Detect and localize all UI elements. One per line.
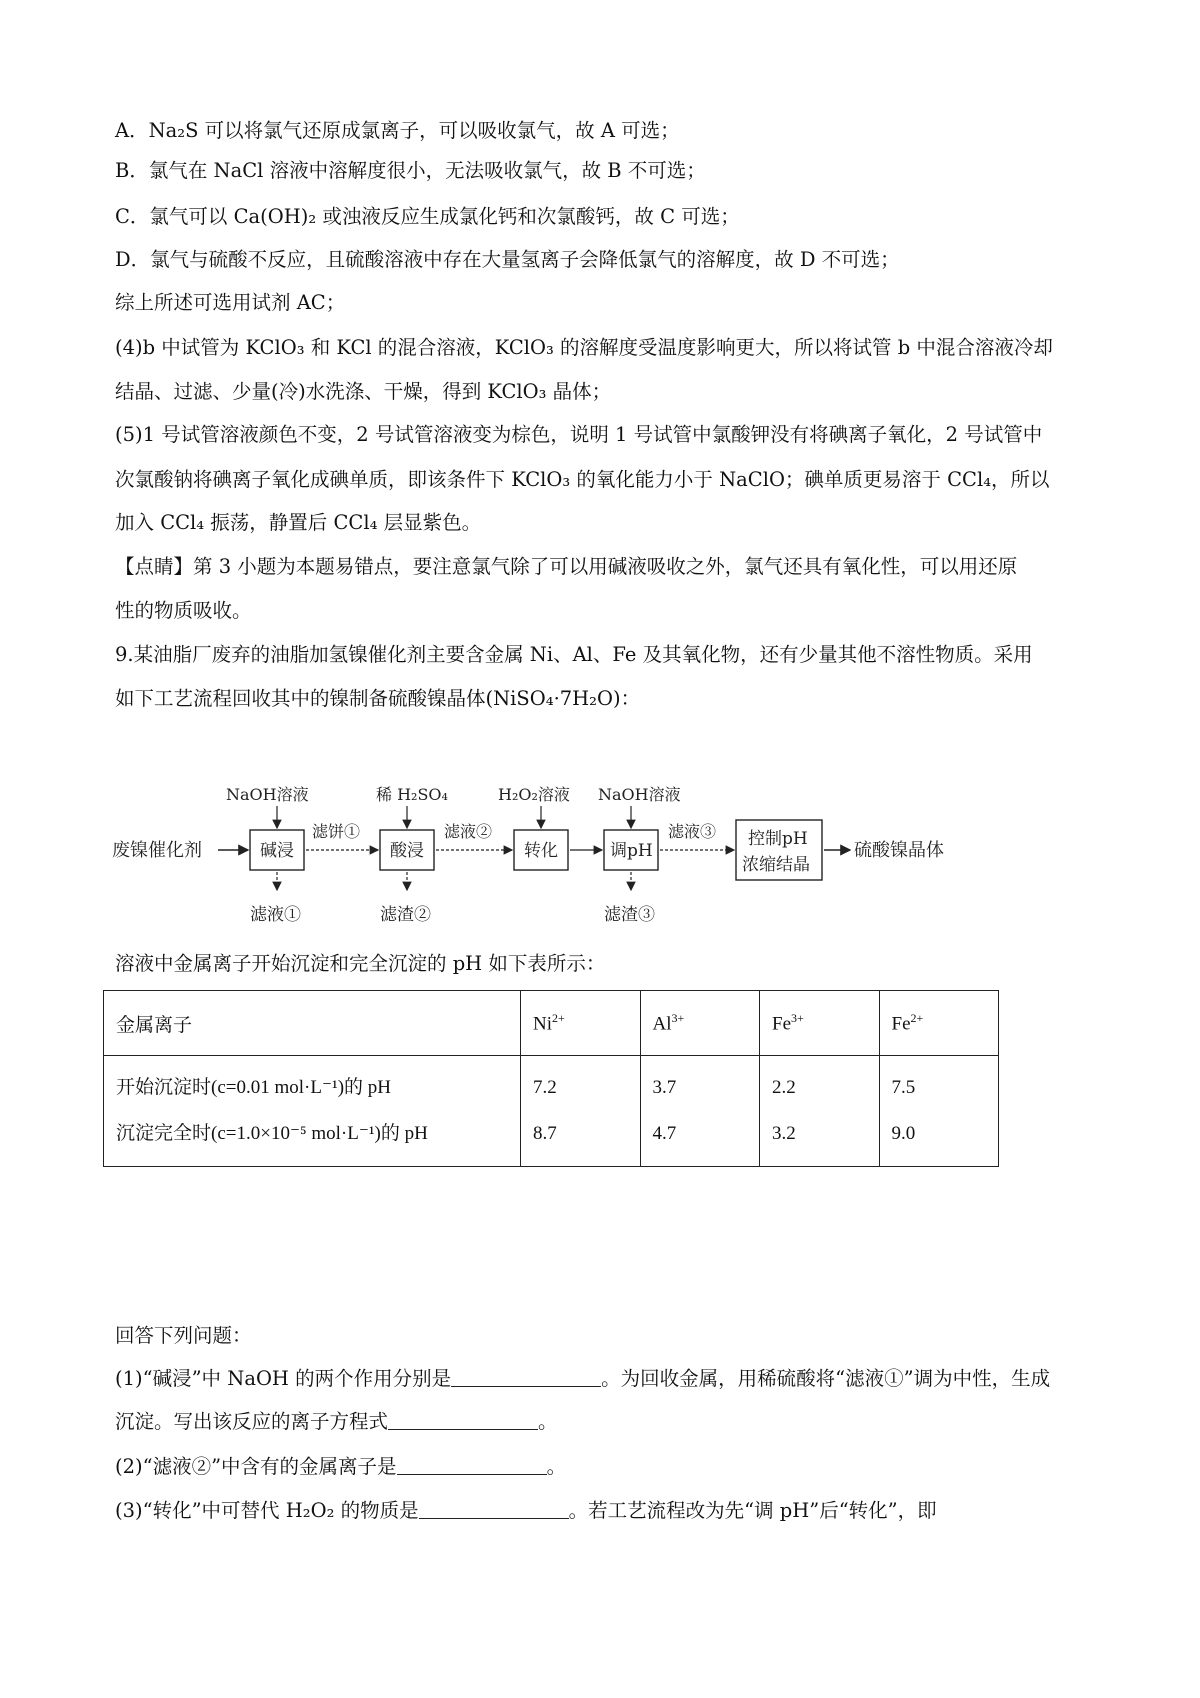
flow-step4-input: NaOH溶液 [598, 785, 681, 804]
answer-blank-2[interactable] [388, 1411, 538, 1430]
start-ph-value: 7.2 [533, 1077, 557, 1098]
question-9-line1: 9.某油脂厂废弃的油脂加氢镍催化剂主要含金属 Ni、Al、Fe 及其氧化物，还有少量其他不溶性物质。采用 [115, 643, 1033, 666]
flow-start-label: 废镍催化剂 [112, 840, 202, 861]
question-1-text-b: 。为回收金属，用稀硫酸将“滤液①”调为中性，生成 [601, 1367, 1051, 1390]
question-3-text-a: (3)“转化”中可替代 H₂O₂ 的物质是 [115, 1499, 419, 1522]
ion-charge: 2+ [552, 1010, 565, 1025]
flow-step-conversion-label: 转化 [524, 841, 558, 861]
tip-line2: 性的物质吸收。 [115, 599, 252, 622]
option-d-text: D．氯气与硫酸不反应，且硫酸溶液中存在大量氢离子会降低氯气的溶解度，故 D 不可选； [115, 248, 900, 271]
table-cell-fe3 [760, 1056, 880, 1167]
flow-step4-output: 滤渣③ [604, 905, 655, 925]
flow-step-alkali-leach-label: 碱浸 [260, 841, 294, 861]
question-2-line [115, 1453, 566, 1481]
answer-4-line1: (4)b 中试管为 KClO₃ 和 KCl 的混合溶液，KClO₃ 的溶解度受温度影响更大，所以将试管 b 中混合溶液冷却 [115, 336, 1053, 359]
ion-symbol: Al [652, 1013, 672, 1035]
ion-symbol: Fe [772, 1013, 791, 1035]
question-3-text-b: 。若工艺流程改为先“调 pH”后“转化”，即 [568, 1499, 937, 1522]
question-9-line2: 如下工艺流程回收其中的镍制备硫酸镍晶体(NiSO₄·7H₂O)： [115, 687, 641, 710]
answer-blank-1[interactable] [451, 1368, 601, 1387]
answer-5-line2: 次氯酸钠将碘离子氧化成碘单质，即该条件下 KClO₃ 的氧化能力小于 NaClO；碘单质更易溶于 CCl₄，所以 [115, 468, 1050, 491]
process-flow-diagram [108, 780, 1008, 940]
question-1-line1 [115, 1365, 1050, 1393]
ion-charge: 3+ [671, 1010, 685, 1025]
table-header-ni [521, 991, 641, 1056]
flow-arrow4-label: 滤液③ [668, 822, 717, 841]
ion-symbol: Fe [891, 1013, 911, 1035]
questions-heading: 回答下列问题： [115, 1324, 252, 1347]
start-ph-value: 7.5 [891, 1077, 916, 1098]
question-3-line [115, 1497, 937, 1525]
question-1-text-d: 。 [538, 1410, 558, 1433]
table-header-row [104, 991, 999, 1056]
question-1-text-c: 沉淀。写出该反应的离子方程式 [115, 1410, 389, 1433]
table-header-fe3 [760, 991, 880, 1056]
table-header-al [640, 991, 760, 1056]
question-1-line2 [115, 1408, 558, 1436]
complete-precipitation-label: 沉淀完全时(c=1.0×10⁻⁵ mol·L⁻¹)的 pH [116, 1123, 428, 1144]
table-header-fe2 [879, 991, 999, 1056]
flow-step1-output: 滤液① [250, 905, 301, 925]
complete-ph-value: 3.2 [772, 1123, 796, 1144]
flow-step-adjust-ph-label: 调pH [610, 841, 653, 861]
flow-step3-input: H₂O₂溶液 [498, 785, 570, 804]
flow-step5-line2: 浓缩结晶 [742, 855, 810, 875]
answer-5-line1: (5)1 号试管溶液颜色不变，2 号试管溶液变为棕色，说明 1 号试管中氯酸钾没有将碘离子氧化，2 号试管中 [115, 423, 1043, 446]
start-precipitation-label: 开始沉淀时(c=0.01 mol·L⁻¹)的 pH [116, 1077, 391, 1098]
ion-charge: 2+ [910, 1010, 924, 1025]
start-ph-value: 2.2 [772, 1077, 796, 1098]
complete-ph-value: 4.7 [652, 1123, 677, 1144]
start-ph-value: 3.7 [652, 1077, 677, 1098]
table-row-labels [104, 1056, 521, 1167]
flow-arrow2-label: 滤液② [444, 822, 493, 841]
answer-4-line2: 结晶、过滤、少量(冷)水洗涤、干燥，得到 KClO₃ 晶体； [115, 380, 612, 403]
ion-symbol: Ni [533, 1013, 552, 1035]
flow-step2-input: 稀 H₂SO₄ [376, 785, 448, 804]
ph-table [103, 990, 999, 1167]
question-2-text-b: 。 [546, 1455, 567, 1478]
option-a-text: A．Na₂S 可以将氯气还原成氯离子，可以吸收氯气，故 A 可选； [115, 119, 680, 142]
answer-blank-4[interactable] [419, 1500, 569, 1519]
flow-end-label: 硫酸镍晶体 [854, 840, 944, 861]
flow-step-acid-leach-label: 酸浸 [390, 841, 424, 861]
flow-step1-input: NaOH溶液 [226, 785, 309, 804]
table-cell-ni [521, 1056, 641, 1167]
flow-step5-line1: 控制pH [748, 829, 808, 849]
question-2-text-a: (2)“滤液②”中含有的金属离子是 [115, 1455, 397, 1478]
complete-ph-value: 8.7 [533, 1123, 557, 1144]
flow-step2-output: 滤渣② [380, 905, 431, 925]
answer-5-line3: 加入 CCl₄ 振荡，静置后 CCl₄ 层显紫色。 [115, 511, 482, 534]
option-c-text: C．氯气可以 Ca(OH)₂ 或浊液反应生成氯化钙和次氯酸钙，故 C 可选； [115, 205, 740, 228]
tip-line1: 【点睛】第 3 小题为本题易错点，要注意氯气除了可以用碱液吸收之外，氯气还具有氧化性，可以用还原 [115, 555, 1018, 578]
ion-charge: 3+ [791, 1010, 804, 1025]
table-row [104, 1056, 999, 1167]
table-intro-text: 溶液中金属离子开始沉淀和完全沉淀的 pH 如下表所示： [115, 952, 606, 975]
table-cell-fe2 [879, 1056, 999, 1167]
summary-text: 综上所述可选用试剂 AC； [115, 291, 346, 314]
option-b-text: B．氯气在 NaCl 溶液中溶解度很小，无法吸收氯气，故 B 不可选； [115, 159, 706, 182]
table-header-ion: 金属离子 [104, 991, 521, 1056]
flow-arrow1-label: 滤饼① [312, 822, 361, 841]
complete-ph-value: 9.0 [891, 1123, 916, 1144]
question-1-text-a: (1)“碱浸”中 NaOH 的两个作用分别是 [115, 1367, 452, 1390]
answer-blank-3[interactable] [397, 1456, 547, 1475]
table-cell-al [640, 1056, 760, 1167]
